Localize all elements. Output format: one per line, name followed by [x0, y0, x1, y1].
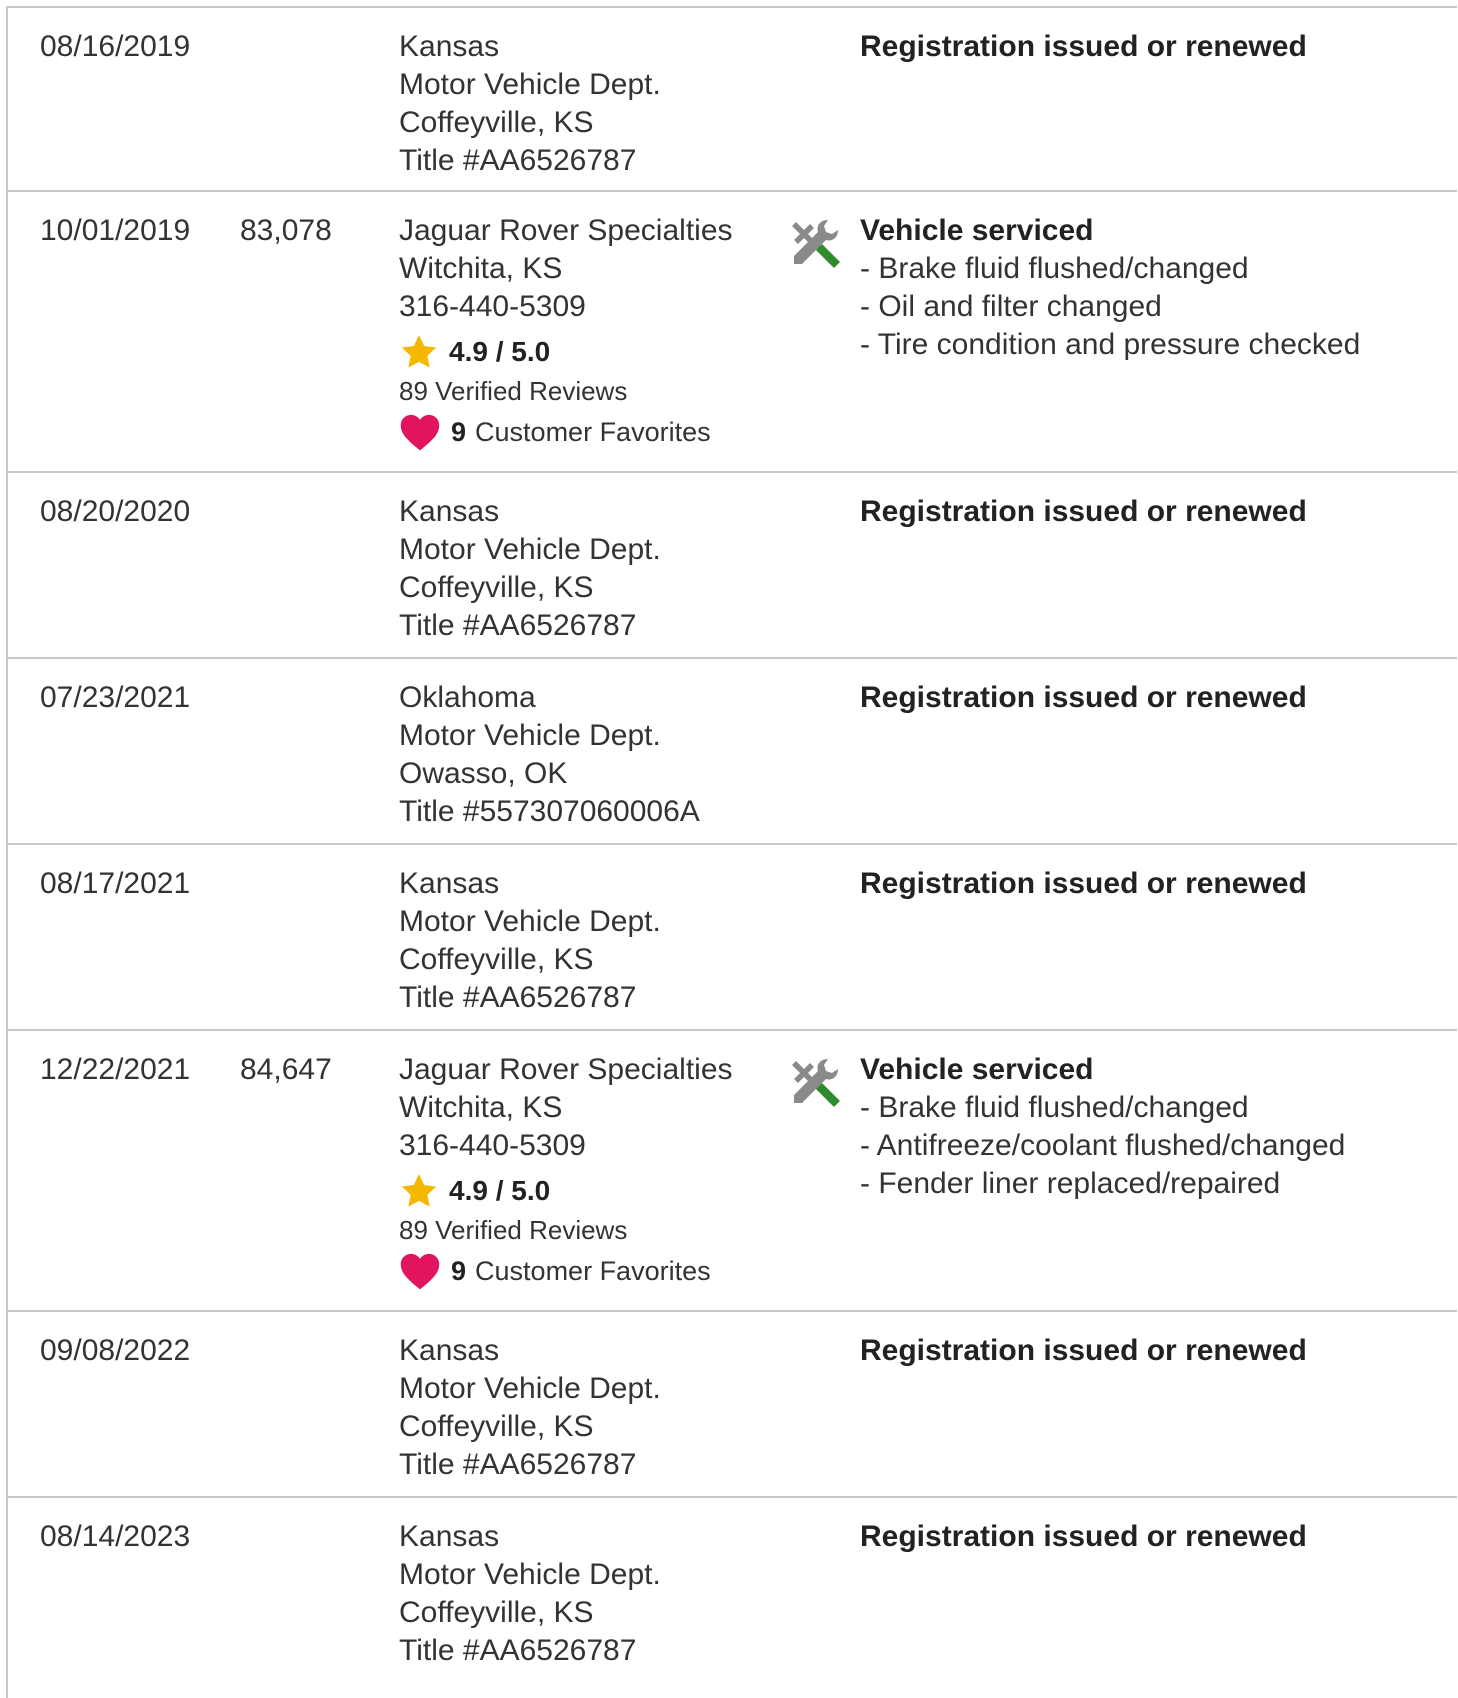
source-line: Title #AA6526787 — [399, 1634, 637, 1667]
heart-icon — [399, 412, 441, 452]
service-item: - Oil and filter changed — [860, 290, 1162, 323]
event-details — [860, 1518, 1307, 1556]
event-source — [399, 679, 700, 831]
history-row — [8, 1498, 1457, 1698]
shop-phone: 316-440-5309 — [399, 1129, 586, 1162]
odometer-reading: 84,647 — [240, 1053, 332, 1086]
shop-name-link[interactable]: Jaguar Rover Specialties — [399, 1053, 733, 1086]
source-line: Kansas — [399, 30, 500, 63]
star-icon — [399, 1171, 439, 1211]
service-item: - Fender liner replaced/repaired — [860, 1167, 1281, 1200]
vehicle-history-table — [6, 6, 1457, 1698]
source-line: Coffeyville, KS — [399, 1410, 594, 1443]
shop-name-link[interactable]: Jaguar Rover Specialties — [399, 214, 733, 247]
history-row — [8, 659, 1457, 845]
shop-phone: 316-440-5309 — [399, 290, 586, 323]
event-date: 08/20/2020 — [40, 495, 191, 528]
source-line: Motor Vehicle Dept. — [399, 719, 661, 752]
rating-value: 4.9 / 5.0 — [449, 1175, 551, 1206]
event-source — [399, 1332, 661, 1484]
event-details — [860, 1332, 1307, 1370]
verified-reviews-link[interactable]: 89 Verified Reviews — [399, 1215, 628, 1245]
source-line: Title #AA6526787 — [399, 144, 637, 177]
source-line: Motor Vehicle Dept. — [399, 68, 661, 101]
source-line: Motor Vehicle Dept. — [399, 1372, 661, 1405]
verified-reviews-link[interactable]: 89 Verified Reviews — [399, 376, 628, 406]
rating-value: 4.9 / 5.0 — [449, 336, 551, 367]
event-title: Registration issued or renewed — [860, 1334, 1307, 1367]
service-item: - Brake fluid flushed/changed — [860, 1091, 1249, 1124]
event-details — [860, 212, 1360, 364]
event-title: Registration issued or renewed — [860, 30, 1307, 63]
event-source — [399, 865, 661, 1017]
event-details — [860, 679, 1307, 717]
event-date: 08/17/2021 — [40, 867, 191, 900]
source-line: Coffeyville, KS — [399, 1596, 594, 1629]
event-date: 07/23/2021 — [40, 681, 191, 714]
event-details — [860, 28, 1307, 66]
source-line: Oklahoma — [399, 681, 536, 714]
service-item: - Tire condition and pressure checked — [860, 328, 1361, 361]
history-row — [8, 8, 1457, 192]
event-details — [860, 1051, 1345, 1203]
customer-favorites — [399, 410, 733, 454]
service-item: - Brake fluid flushed/changed — [860, 252, 1249, 285]
source-line: Motor Vehicle Dept. — [399, 1558, 661, 1591]
source-line: Motor Vehicle Dept. — [399, 905, 661, 938]
source-line: Kansas — [399, 495, 500, 528]
source-line: Coffeyville, KS — [399, 571, 594, 604]
event-source — [399, 493, 661, 645]
event-title: Vehicle serviced — [860, 214, 1094, 247]
event-source — [399, 212, 733, 454]
tools-icon — [786, 216, 842, 272]
source-line: Witchita, KS — [399, 252, 563, 285]
event-date: 08/14/2023 — [40, 1520, 191, 1553]
favorites-count: 9 — [451, 1256, 467, 1286]
history-row — [8, 192, 1457, 473]
odometer-reading: 83,078 — [240, 214, 332, 247]
event-details — [860, 865, 1307, 903]
history-row — [8, 473, 1457, 659]
event-title: Registration issued or renewed — [860, 495, 1307, 528]
favorites-count: 9 — [451, 417, 467, 447]
tools-icon — [786, 1055, 842, 1111]
heart-icon — [399, 1251, 441, 1291]
shop-rating — [399, 332, 733, 372]
service-item: - Antifreeze/coolant flushed/changed — [860, 1129, 1346, 1162]
history-row — [8, 1312, 1457, 1498]
event-title: Vehicle serviced — [860, 1053, 1094, 1086]
source-line: Coffeyville, KS — [399, 943, 594, 976]
star-icon — [399, 332, 439, 372]
event-title: Registration issued or renewed — [860, 867, 1307, 900]
history-row — [8, 1031, 1457, 1312]
event-date: 10/01/2019 — [40, 214, 191, 247]
event-title: Registration issued or renewed — [860, 681, 1307, 714]
source-line: Kansas — [399, 1334, 500, 1367]
event-date: 08/16/2019 — [40, 30, 191, 63]
favorites-label: Customer Favorites — [475, 417, 711, 447]
shop-rating — [399, 1171, 733, 1211]
event-title: Registration issued or renewed — [860, 1520, 1307, 1553]
event-source — [399, 1051, 733, 1293]
favorites-label: Customer Favorites — [475, 1256, 711, 1286]
source-line: Kansas — [399, 1520, 500, 1553]
source-line: Motor Vehicle Dept. — [399, 533, 661, 566]
event-date: 12/22/2021 — [40, 1053, 191, 1086]
source-line: Kansas — [399, 867, 500, 900]
source-line: Title #AA6526787 — [399, 1448, 637, 1481]
event-date: 09/08/2022 — [40, 1334, 191, 1367]
source-line: Witchita, KS — [399, 1091, 563, 1124]
source-line: Title #AA6526787 — [399, 981, 637, 1014]
event-source — [399, 1518, 661, 1670]
source-line: Title #557307060006A — [399, 795, 700, 828]
source-line: Title #AA6526787 — [399, 609, 637, 642]
history-row — [8, 845, 1457, 1031]
customer-favorites — [399, 1249, 733, 1293]
event-details — [860, 493, 1307, 531]
event-source — [399, 28, 661, 180]
source-line: Coffeyville, KS — [399, 106, 594, 139]
source-line: Owasso, OK — [399, 757, 568, 790]
